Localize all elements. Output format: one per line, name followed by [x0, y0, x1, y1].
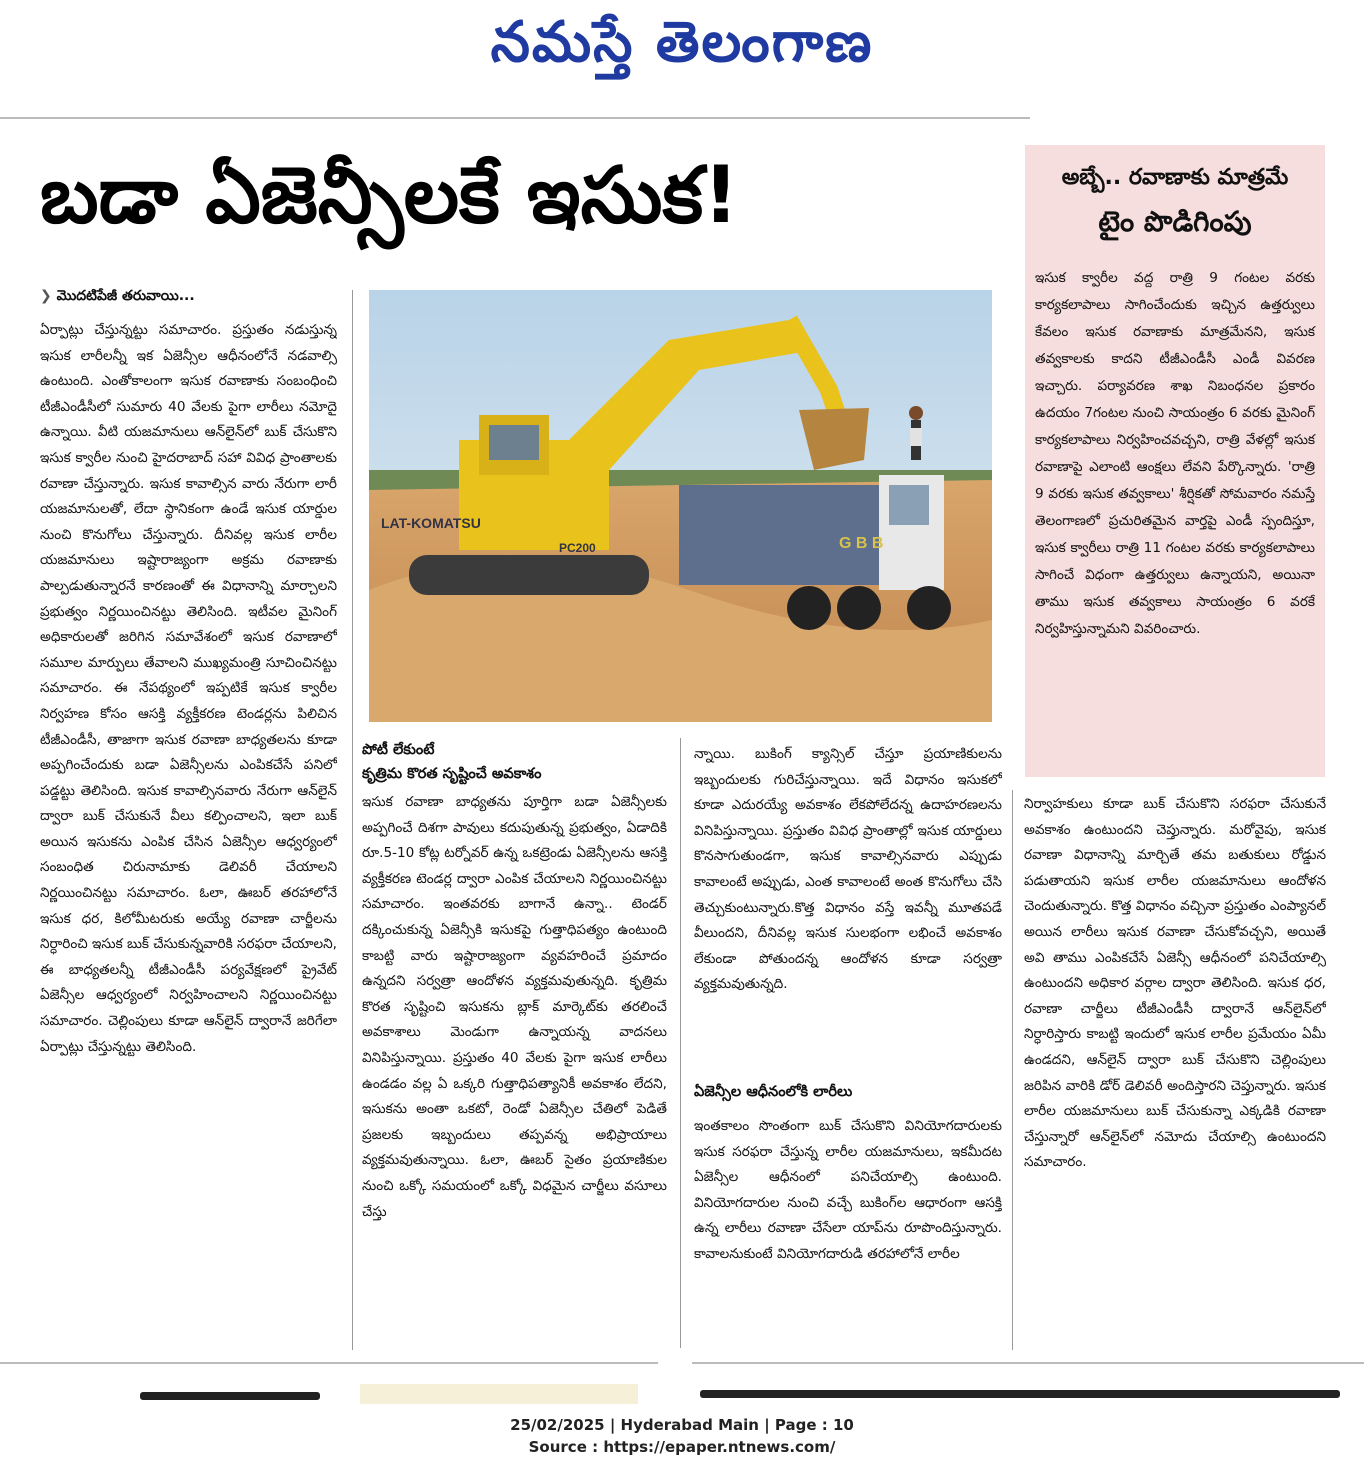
sidebar-title-1: అబ్బే.. రవాణాకు మాత్రమే [1061, 165, 1289, 190]
excavator-truck-image [369, 290, 992, 722]
column-2-text: ఇసుక రవాణా బాధ్యతను పూర్తిగా బడా ఏజెన్సీలకు అప్పగించే దిశగా పావులు కదుపుతున్న ప్రభుత్వం, ఏడాదికి రూ.5-10 కోట్ల టర్నోవర్ ఉన్న ఒకట్రెండు ఏజెన్సీలను ఆసక్తి వ్యక్తీకరణ టెండర్ల ద్వారా ఎంపిక చేయాలని నిర్ణయించినట్టు సమాచారం. ఇంతవరకు బాగానే ఉన్నా.. టెండర్ దక్కించుకున్న ఏజెన్సీకి ఇసుకపై గుత్తాధిపత్యం ఉంటుంది కాబట్టి వారు ఇష్టారాజ్యంగా వ్యవహరించే ప్రమాదం ఉన్నదని సర్వత్రా ఆందోళన వ్యక్తమవుతున్నది. కృత్రిమ కొరత సృష్టించి ఇసుకను బ్లాక్ మార్కెట్‌కు తరలించే అవకాశాలు మెండుగా ఉన్నాయన్న వాదనలు వినిపిస్తున్నాయి. ప్రస్తుతం 40 వేలకు పైగా ఇసుక లారీలు ఉండడం వల్ల ఏ ఒక్కరి గుత్తాధిపత్యానికీ అవకాశం లేదని, ఇసుకను అంతా ఒకటో, రెండో ఏజెన్సీల చేతిలో పెడితే ప్రజలకు ఇబ్బందులు తప్పవన్న అభిప్రాయాలు వ్యక్తమవుతున్నాయి. ఓలా, ఊబర్ సైతం ప్రయాణికుల నుంచి ఒక్కో సమయంలో ఒక్కో విధమైన చార్జీలు వసూలు చేస్తు [362, 794, 667, 1220]
truck-label: G B B [839, 535, 884, 552]
subhead-competition: పోటీ లేకుంటే [362, 742, 435, 758]
masthead-divider [0, 117, 1030, 119]
footer [0, 1414, 1364, 1458]
continued-text: మొదటిపేజీ తరువాయి... [56, 288, 195, 304]
column-3-text-1: న్నాయి. బుకింగ్ క్యాన్సిల్ చేస్తూ ప్రయాణికులను ఇబ్బందులకు గురిచేస్తున్నాయి. ఇదే విధానం ఇసుకలో కూడా ఎదురయ్యే అవకాశం లేకపోలేదన్న ఉదాహరణలను వినిపిస్తున్నాయి. ప్రస్తుతం వివిధ ప్రాంతాల్లో ఇసుక యార్డులు కొనసాగుతుండగా, ఇసుక కావాల్సినవారు ఎప్పుడు కావాలంటే అప్పుడు, ఎంత కావాలంటే అంత కొనుగోలు చేసి తెచ్చుకుంటున్నారు.కొత్త విధానం వస్తే ఇవన్నీ మూతపడే వీలుందని, దీనివల్ల ఇసుక సులభంగా లభించే అవకాశం లేకుండా పోతుందన్న ఆందోళన కూడా సర్వత్రా వ్యక్తమవుతున్నది. [694, 746, 1002, 993]
excavator-label: LAT-KOMATSU [381, 515, 481, 531]
model-label: PC200 [559, 541, 596, 555]
footer-source: Source : https://epaper.ntnews.com/ [528, 1438, 836, 1456]
sidebar-title-2: టైం పొడిగింపు [1098, 205, 1252, 238]
headline: బడా ఏజెన్సీలకే ఇసుక! [40, 151, 739, 241]
next-article-headline-strip [700, 1390, 1340, 1398]
chevron-right-icon: ❯ [40, 288, 52, 304]
next-article-box [360, 1384, 638, 1404]
masthead [0, 0, 1364, 100]
next-article-left-strip [140, 1392, 320, 1400]
subhead-artificial-shortage: కృత్రిమ కొరత సృష్టించే అవకాశం [362, 766, 542, 782]
sidebar-box [1025, 145, 1325, 777]
subhead-lorries: ఏజెన్సీల ఆధీనంలోకి లారీలు [694, 1084, 853, 1100]
article-photo [369, 290, 992, 722]
newspaper-logo: నమస్తే తెలంగాణ [490, 10, 874, 75]
continued-label [40, 288, 340, 307]
column-divider [680, 738, 681, 1348]
article-column-3 [694, 742, 1002, 1319]
next-article-headline-clip [700, 1384, 1350, 1402]
bottom-divider-left [0, 1362, 658, 1364]
sidebar-text: ఇసుక క్వారీల వద్ద రాత్రి 9 గంటల వరకు కార్యకలాపాలు సాగించేందుకు ఇచ్చిన ఉత్తర్వులు కేవలం ఇసుక రవాణాకు మాత్రమేనని, ఇసుక తవ్వకాలకు కాదని టీజీఎండీసీ ఎండీ వివరణ ఇచ్చారు. పర్యావరణ శాఖ నిబంధనల ప్రకారం ఉదయం 7గంటల నుంచి సాయంత్రం 6 వరకు మైనింగ్ కార్యకలాపాలు నిర్వహించవచ్చని, రాత్రి వేళల్లో ఇసుక రవాణాపై ఎలాంటి ఆంక్షలు లేవని పేర్కొన్నారు. 'రాత్రి 9 వరకు ఇసుక తవ్వకాలు' శీర్షికతో సోమవారం నమస్తే తెలంగాణలో ప్రచురితమైన వార్తపై ఎండీ స్పందిస్తూ, ఇసుక క్వారీలు రాత్రి 11 గంటల వరకు కార్యకలాపాలు సాగించే విధంగా ఉత్తర్వులు ఉన్నాయని, అయినా తాము ఇసుక తవ్వకాలు సాయంత్రం 6 వరకే నిర్వహిస్తున్నామని వివరించారు. [1035, 270, 1315, 637]
footer-date-edition: 25/02/2025 | Hyderabad Main | Page : 10 [510, 1416, 854, 1434]
article-column-2 [362, 738, 667, 1340]
column-3-text-2: ఇంతకాలం సొంతంగా బుక్ చేసుకొని వినియోగదారులకు ఇసుక సరఫరా చేస్తున్న లారీల యజమానులు, ఇకమీదట ఏజెన్సీల ఆధీనంలో పనిచేయాల్సి ఉంటుంది. వినియోగదారుల నుంచి వచ్చే బుకింగ్‌ల ఆధారంగా ఆసక్తి ఉన్న లారీలు రవాణా చేసేలా యాప్‌ను రూపొందిస్తున్నారు. కావాలనుకుంటే వినియోగదారుడి తరహాలోనే లారీల [694, 1118, 1002, 1262]
column-1-text: ఏర్పాట్లు చేస్తున్నట్టు సమాచారం. ప్రస్తుతం నడుస్తున్న ఇసుక లారీలన్నీ ఇక ఏజెన్సీల ఆధీనంలోనే నడవాల్సి ఉంటుంది. ఎంతోకాలంగా ఇసుక రవాణాకు సంబంధించి టీజీఎండీసీలో సుమారు 40 వేలకు పైగా లారీలు నమోదై ఉన్నాయి. వీటి యజమానులు ఆన్‌లైన్‌లో బుక్ చేసుకొని ఇసుక క్వారీల నుంచి హైదరాబాద్ సహా వివిధ ప్రాంతాలకు రవాణా చేస్తున్నారు. ఇసుక కావాల్సిన వారు నేరుగా లారీ యజమానులతో, లేదా స్థానికంగా ఉండే ఇసుక యార్డుల నుంచి కొనుగోలు చేస్తున్నారు. దీనివల్ల ఇసుక లారీల యజమానులు ఇష్టారాజ్యంగా అక్రమ రవాణాకు పాల్పడుతున్నారనే కారణంతో ఈ విధానాన్ని మార్చాలని ప్రభుత్వం నిర్ణయించినట్టు తెలిసింది. ఇటీవల మైనింగ్ అధికారులతో జరిగిన సమావేశంలో ఇసుక రవాణాలో సమూల మార్పులు తేవాలని ముఖ్యమంత్రి సూచించినట్టు సమాచారం. ఈ నేపథ్యంలో ఇప్పటికే ఇసుక క్వారీల నిర్వహణ కోసం ఆసక్తి వ్యక్తీకరణ టెండర్లను పిలిచిన టీజీఎండీసీ, తాజాగా ఇసుక రవాణా బాధ్యతలను కూడా అప్పగించేందుకు బడా ఏజెన్సీలను ఎంపికచేసే పనిలో పడ్డట్టు తెలిసింది. ఇసుక కావాల్సినవారు నేరుగా ఆన్‌లైన్ ద్వారా బుక్ చేసుకునే వీలు కల్పించాలని, ఇలా బుక్ అయిన ఇసుకను ఎంపిక చేసిన ఏజెన్సీల ఆధ్వర్యంలో సంబంధిత చిరునామాకు డెలివరీ చేయాలని నిర్ణయించినట్టు సమాచారం. ఓలా, ఊబర్ తరహాలోనే ఇసుక ధర, కిలోమీటరుకు అయ్యే రవాణా చార్జీలను నిర్ధారించి ఇసుక బుక్ చేసుకున్నవారికి సరఫరా చేయాలని, ఈ బాధ్యతలన్నీ టీజీఎండీసీ పర్యవేక్షణలో ప్రైవేట్ ఏజెన్సీల ఆధ్వర్యంలో నిర్వహించాలని నిర్ణయించినట్టు సమాచారం. చెల్లింపులు కూడా ఆన్‌లైన్ ద్వారానే జరిగేలా ఏర్పాట్లు చేస్తున్నట్టు తెలిసింది. [40, 322, 337, 1055]
article-column-4: నిర్వాహకులు కూడా బుక్ చేసుకొని సరఫరా చేసుకునే అవకాశం ఉంటుందని చెప్తున్నారు. మరోవైపు, ఇసుక రవాణా విధానాన్ని మార్చితే తమ బతుకులు రోడ్డున పడుతాయని ఇసుక లారీల యజమానులు ఆందోళన చెందుతున్నారు. కొత్త విధానం వచ్చినా ప్రస్తుతం ఎంప్యానల్ అయిన లారీలు ఇసుక రవాణా చేసుకోవచ్చని, అయితే అవి తాము ఎంపికచేసే ఏజెన్సీ ఆధీనంలో పనిచేయాల్సి ఉంటుందని అధికార వర్గాల ద్వారా తెలిసింది. ఇసుక ధర, రవాణా చార్జీలు టీజీఎండీసీ ద్వారానే ఆన్‌లైన్‌లో నిర్ధారిస్తారు కాబట్టి ఇందులో ఇసుక లారీల ప్రమేయం ఏమీ ఉండదని, ఆన్‌లైన్ ద్వారా బుక్ చేసుకొని చెల్లింపులు జరిపిన వారికి డోర్ డెలివరీ అందిస్తారని చెప్తున్నారు. ఇసుక లారీల యజమానులు బుక్ చేసుకున్నా ఎక్కడికి రవాణా చేస్తున్నారో ఆన్‌లైన్‌లో నమోదు చేయాల్సి ఉంటుందని సమాచారం. [1024, 796, 1326, 1171]
article-column-1 [40, 318, 337, 1358]
column-divider [1012, 790, 1013, 1350]
bottom-divider-right [692, 1362, 1364, 1364]
column-divider [352, 290, 353, 1350]
